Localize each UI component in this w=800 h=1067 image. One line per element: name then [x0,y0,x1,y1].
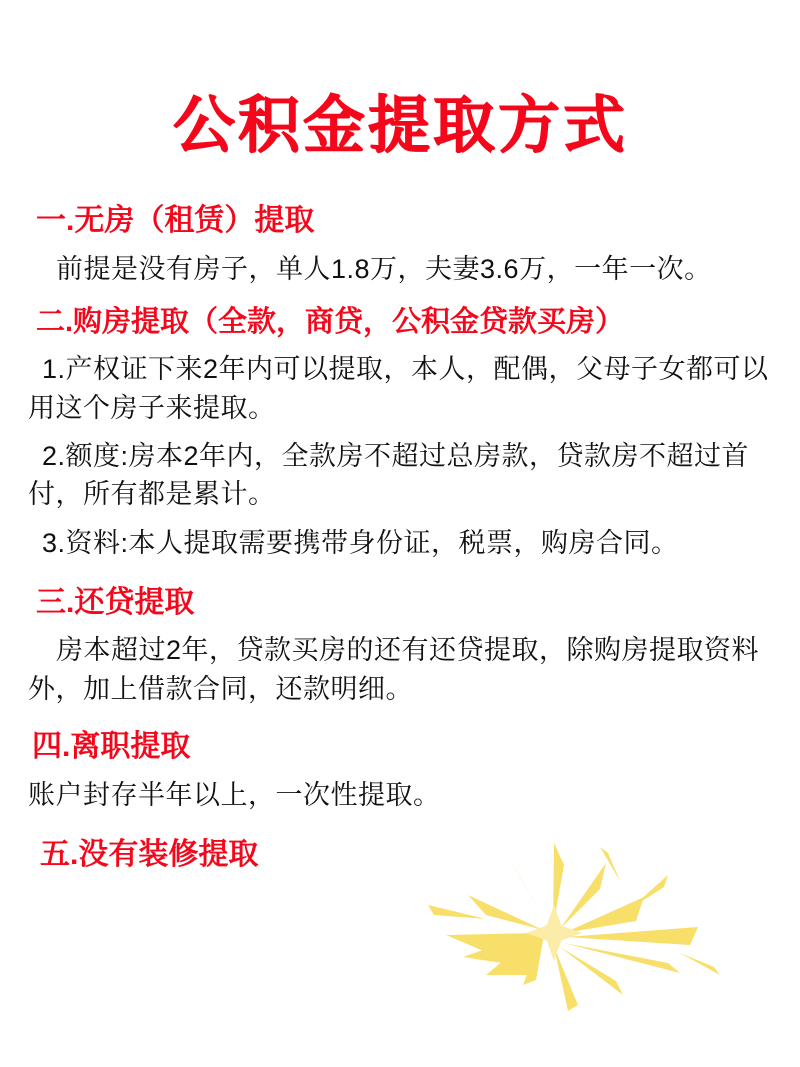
section-4-paragraph-1: 账户封存半年以上，一次性提取。 [28,779,441,810]
page-title: 公积金提取方式 [172,91,628,160]
section-3-paragraph-1: 房本超过2年，贷款买房的还有还贷提取，除购房提取资料外，加上借款合同，还款明细。 [28,635,760,704]
section-heading-3: 三.还贷提取 [36,585,195,619]
section-2-paragraph-2: 2.额度:房本2年内，全款房不超过总房款，贷款房不超过首付，所有都是累计。 [28,440,750,510]
section-heading-1: 一.无房（租赁）提取 [36,204,315,238]
section-heading-5: 五.没有装修提取 [40,837,259,871]
section-1-paragraph-1: 前提是没有房子，单人1.8万，夫妻3.6万，一年一次。 [56,253,712,284]
section-2-paragraph-1: 1.产权证下来2年内可以提取，本人，配偶，父母子女都可以用这个房子来提取。 [28,354,769,423]
section-2-paragraph-3: 3.资料:本人提取需要携带身份证，税票，购房合同。 [42,527,679,558]
section-heading-2: 二.购房提取（全款，商贷，公积金贷款买房） [36,306,625,339]
section-heading-4: 四.离职提取 [32,730,191,764]
